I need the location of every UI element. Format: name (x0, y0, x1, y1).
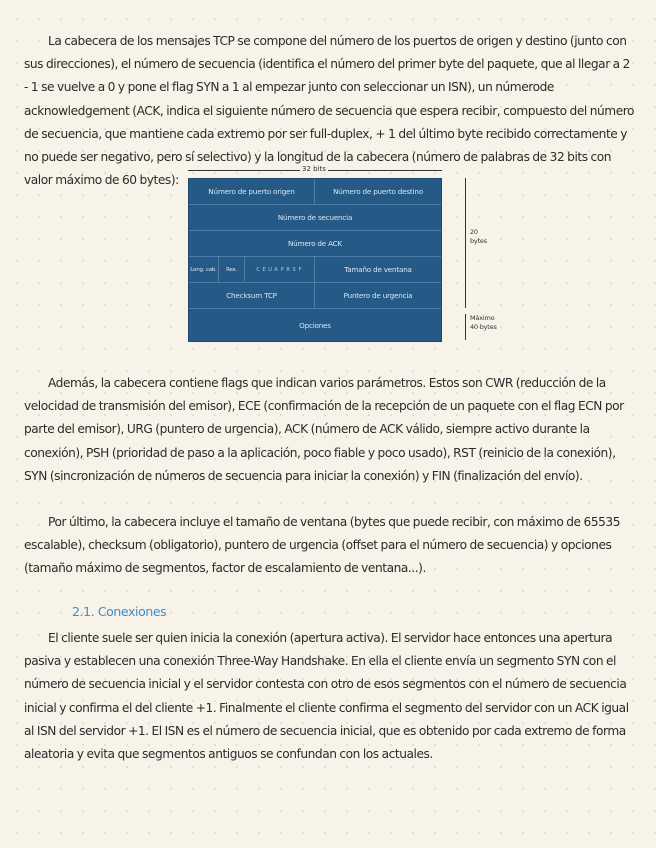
cell-dst-port: Número de puerto destino (315, 179, 441, 205)
paragraph-tcp-header: La cabecera de los mensajes TCP se compone del número de los puertos de origen y destino (junto con sus direcciones), el número de secuencia (identifica el número del primer byte del paquete, que al llegar a 2 - 1 se vuelve a 0 y pone el flag SYN a 1 al empezar junto con seleccionar un ISN), un númerode acknowledgement (ACK, indica el siguiente número de secuencia que espera recibir, compuesto del número de secuencia, que mantiene cada extremo por ser full-duplex, + 1 del último byte recibido correctamente y no puede ser negativo, pero sí selectivo) y la longitud de la cabecera (número de palabras de 32 bits con valor máximo de 60 bytes): (24, 34, 635, 188)
cell-reserved: Res. (219, 257, 245, 283)
tcp-header-diagram (186, 164, 497, 346)
cell-src-port: Número de puerto origen (189, 179, 315, 205)
paragraph-conexiones: El cliente suele ser quien inicia la conexión (apertura activa). El servidor hace entonces una apertura pasiva y establecen una conexión Three-Way Handshake. En ella el cliente envía un segmento SYN con el número de secuencia inicial y el servidor contesta con otro de esos segmentos con el número de secuencia inicial y confirma el del cliente +1. Finalmente el cliente confirma el segmento del servidor con un ACK igual al ISN del servidor +1. El ISN es el número de secuencia inicial, que es obtenido por cada extremo de forma aleatoria y evita que segmentos antiguos se confundan con los actuales. (24, 631, 629, 762)
paragraph-window-checksum: Por último, la cabecera incluye el tamaño de ventana (bytes que puede recibir, con máximo de 65535 escalable), checksum (obligatorio), puntero de urgencia (offset para el número de secuencia) y opciones (tamaño máximo de segmentos, factor de escalamiento de ventana...). (24, 515, 621, 576)
bracket-20-bytes (465, 178, 466, 308)
flag-s: S (292, 266, 296, 273)
cell-urgent-pointer: Puntero de urgencia (315, 283, 441, 309)
label-20-bytes: 20 bytes (470, 228, 487, 245)
flag-c: C (256, 266, 260, 273)
cell-flags (245, 257, 315, 283)
cell-options: Opciones (299, 320, 331, 330)
bracket-options (465, 314, 466, 340)
section-heading-conexiones: 2.1. Conexiones (72, 604, 167, 619)
cell-header-length: Long. cab. (189, 257, 219, 283)
flag-f: F (298, 266, 302, 273)
label-max-40-bytes: Máximo 40 bytes (470, 314, 497, 331)
flag-a: A (274, 266, 278, 273)
flag-p: P (280, 266, 284, 273)
cell-ack: Número de ACK (189, 231, 441, 257)
cell-window: Tamaño de ventana (315, 257, 441, 283)
tcp-header-table (188, 178, 442, 342)
cell-checksum: Checksum TCP (189, 283, 315, 309)
flag-e: E (262, 266, 266, 273)
bits-label: 32 bits (302, 165, 326, 173)
paragraph-flags: Además, la cabecera contiene flags que indican varios parámetros. Estos son CWR (reducción de la velocidad de transmisión del emisor), ECE (confirmación de la recepción de un paquete con el flag ECN por parte del emisor), URG (puntero de urgencia), ACK (número de ACK válido, siempre activo durante la conexión), PSH (prioridad de paso a la aplicación, poco fiable y poco usado), RST (reinicio de la conexión), SYN (sincronización de números de secuencia para iniciar la conexión) y FIN (finalización del envío). (24, 376, 624, 483)
flag-r: R (286, 266, 290, 273)
cell-seq: Número de secuencia (189, 205, 441, 231)
flag-u: U (268, 266, 272, 273)
